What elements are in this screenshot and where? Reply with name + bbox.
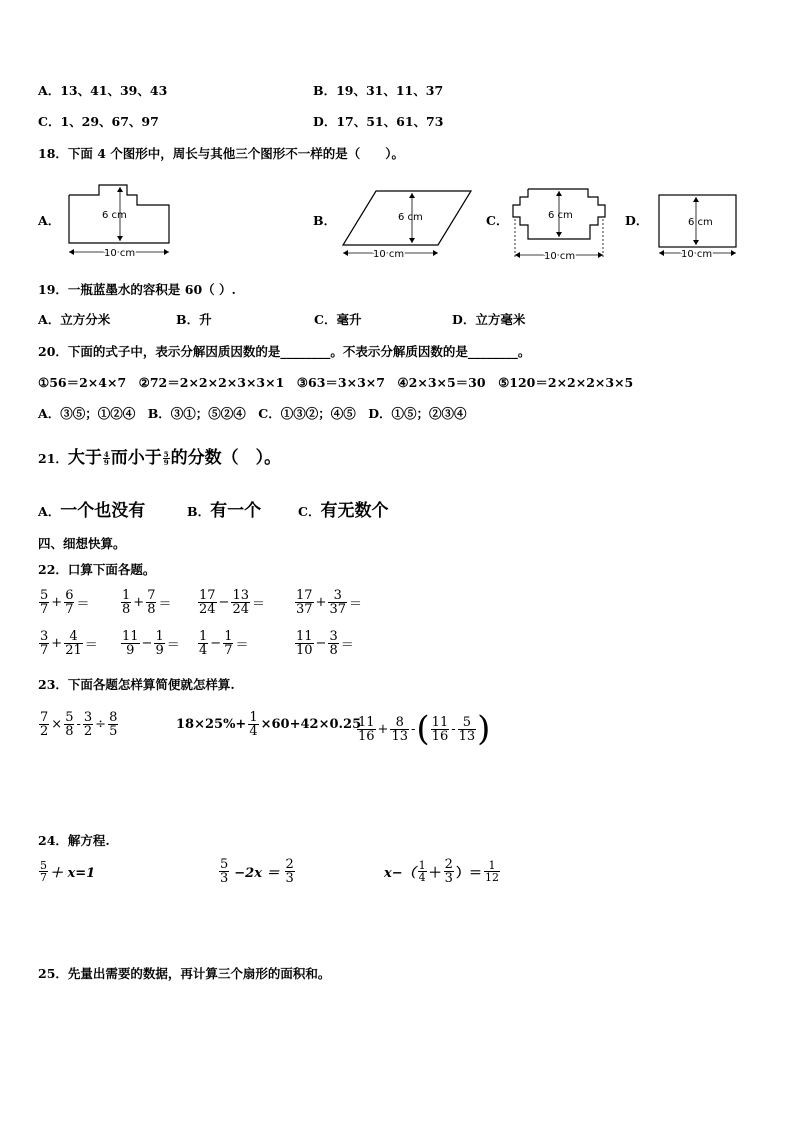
q19-option-a[interactable]: A．立方分米	[38, 312, 111, 327]
q25-stem: 25．先量出需要的数据，再计算三个扇形的面积和。	[38, 966, 331, 981]
q22-r1-item-4: $\frac{17}{37}$ + $\frac{3}{37}$ ＝	[296, 588, 363, 617]
q22-r2-item-1: $\frac{3}{7}$ + $\frac{4}{21}$ ＝	[40, 629, 98, 658]
q19-option-d[interactable]: D．立方毫米	[452, 312, 526, 327]
q18-figure-a	[62, 183, 190, 263]
q18-b-height-label: 6 cm	[398, 212, 423, 223]
q17-option-d[interactable]: D．17、51、61、73	[313, 114, 444, 129]
q24-equation-3: x−（ $\frac{1}{4}$ ＋ $\frac{2}{3}$ ）＝ $\frac{1}{12}$	[384, 857, 499, 886]
q21-fraction-1: $\frac{4}{9}$	[103, 450, 109, 467]
q20-items: ①56＝2×4×7 ②72＝2×2×2×3×3×1 ③63＝3×3×7 ④2×3×5＝30 ⑤120＝2×2×2×3×5	[38, 375, 634, 390]
q21-fraction-2: $\frac{5}{9}$	[163, 450, 169, 467]
q20-stem: 20．下面的式子中，表示分解因质因数的是________。不表示分解质因数的是________。	[38, 344, 531, 359]
q18-c-width-label: 10 cm	[544, 251, 576, 262]
q18-d-width-label: 10 cm	[681, 249, 713, 260]
q18-option-b-label[interactable]: B．	[313, 213, 337, 228]
q22-r2-item-3: $\frac{1}{4}$ − $\frac{1}{7}$ ＝	[199, 629, 249, 658]
q19-option-b[interactable]: B．升	[176, 312, 212, 327]
q18-stem: 18．下面 4 个图形中，周长与其他三个图形不一样的是（ ）。	[38, 146, 405, 161]
q18-option-a-label[interactable]: A．	[38, 213, 61, 228]
q18-option-d-label[interactable]: D．	[625, 213, 649, 228]
q18-figure-c	[508, 183, 610, 265]
q19-stem: 19．一瓶蓝墨水的容积是 60（ ）.	[38, 282, 236, 297]
q19-option-c[interactable]: C．毫升	[314, 312, 362, 327]
q23-expression-2: 18×25%+ $\frac{1}{4}$ ×60+42×0.25	[176, 710, 362, 739]
q24-equation-1: $\frac{5}{7}$ ＋ x=1	[40, 859, 96, 884]
q20-options[interactable]: A．③⑤；①②④ B．③①；⑤②④ C．①③②；④⑤ D．①⑤；②③④	[38, 406, 467, 421]
q22-r1-item-3: $\frac{17}{24}$ − $\frac{13}{24}$ ＝	[199, 588, 266, 617]
q21-option-b[interactable]: B．有一个	[187, 501, 262, 521]
q23-expression-1: $\frac{7}{2}$ × $\frac{5}{8}$ - $\frac{3}{2}$ ÷ $\frac{8}{5}$	[40, 710, 118, 739]
q22-r1-item-1: $\frac{5}{7}$ + $\frac{6}{7}$ ＝	[40, 588, 90, 617]
q18-figure-d	[650, 183, 745, 263]
q18-b-width-label: 10 cm	[373, 249, 405, 260]
q17-option-a[interactable]: A．13、41、39、43	[38, 83, 168, 98]
q23-expression-3: $\frac{11}{16}$ + $\frac{8}{13}$ -( $\frac{11}{16}$ - $\frac{5}{13}$ )	[358, 709, 491, 749]
q18-d-height-label: 6 cm	[688, 217, 713, 228]
q21-text-a: 大于	[67, 448, 102, 468]
q18-a-height-label: 6 cm	[102, 210, 127, 221]
q22-stem: 22．口算下面各题。	[38, 562, 156, 577]
q18-a-width-label: 10 cm	[104, 248, 136, 259]
q24-equation-2: $\frac{5}{3}$ −2x ＝ $\frac{2}{3}$	[220, 857, 294, 886]
q21-number: 21．	[38, 451, 68, 466]
q22-r2-item-2: $\frac{11}{9}$ − $\frac{1}{9}$ ＝	[122, 629, 180, 658]
section-4-heading: 四、细想快算。	[38, 536, 126, 551]
q21-option-a[interactable]: A．一个也没有	[38, 501, 146, 521]
q18-option-c-label[interactable]: C．	[486, 213, 509, 228]
q22-r1-item-2: $\frac{1}{8}$ + $\frac{7}{8}$ ＝	[122, 588, 172, 617]
q22-r2-item-4: $\frac{11}{10}$ − $\frac{3}{8}$ ＝	[296, 629, 354, 658]
q17-option-c[interactable]: C．1、29、67、97	[38, 114, 159, 129]
q23-stem: 23．下面各题怎样算简便就怎样算.	[38, 677, 235, 692]
q18-c-height-label: 6 cm	[548, 210, 573, 221]
q17-option-b[interactable]: B．19、31、11、37	[313, 83, 444, 98]
q21-option-c[interactable]: C．有无数个	[298, 501, 389, 521]
q24-stem: 24．解方程.	[38, 833, 110, 848]
q18-figure-b	[338, 185, 473, 265]
q21-text-c: 的分数（ ）。	[170, 448, 282, 468]
q21-stem	[38, 450, 281, 467]
q21-text-b: 而小于	[110, 448, 162, 468]
